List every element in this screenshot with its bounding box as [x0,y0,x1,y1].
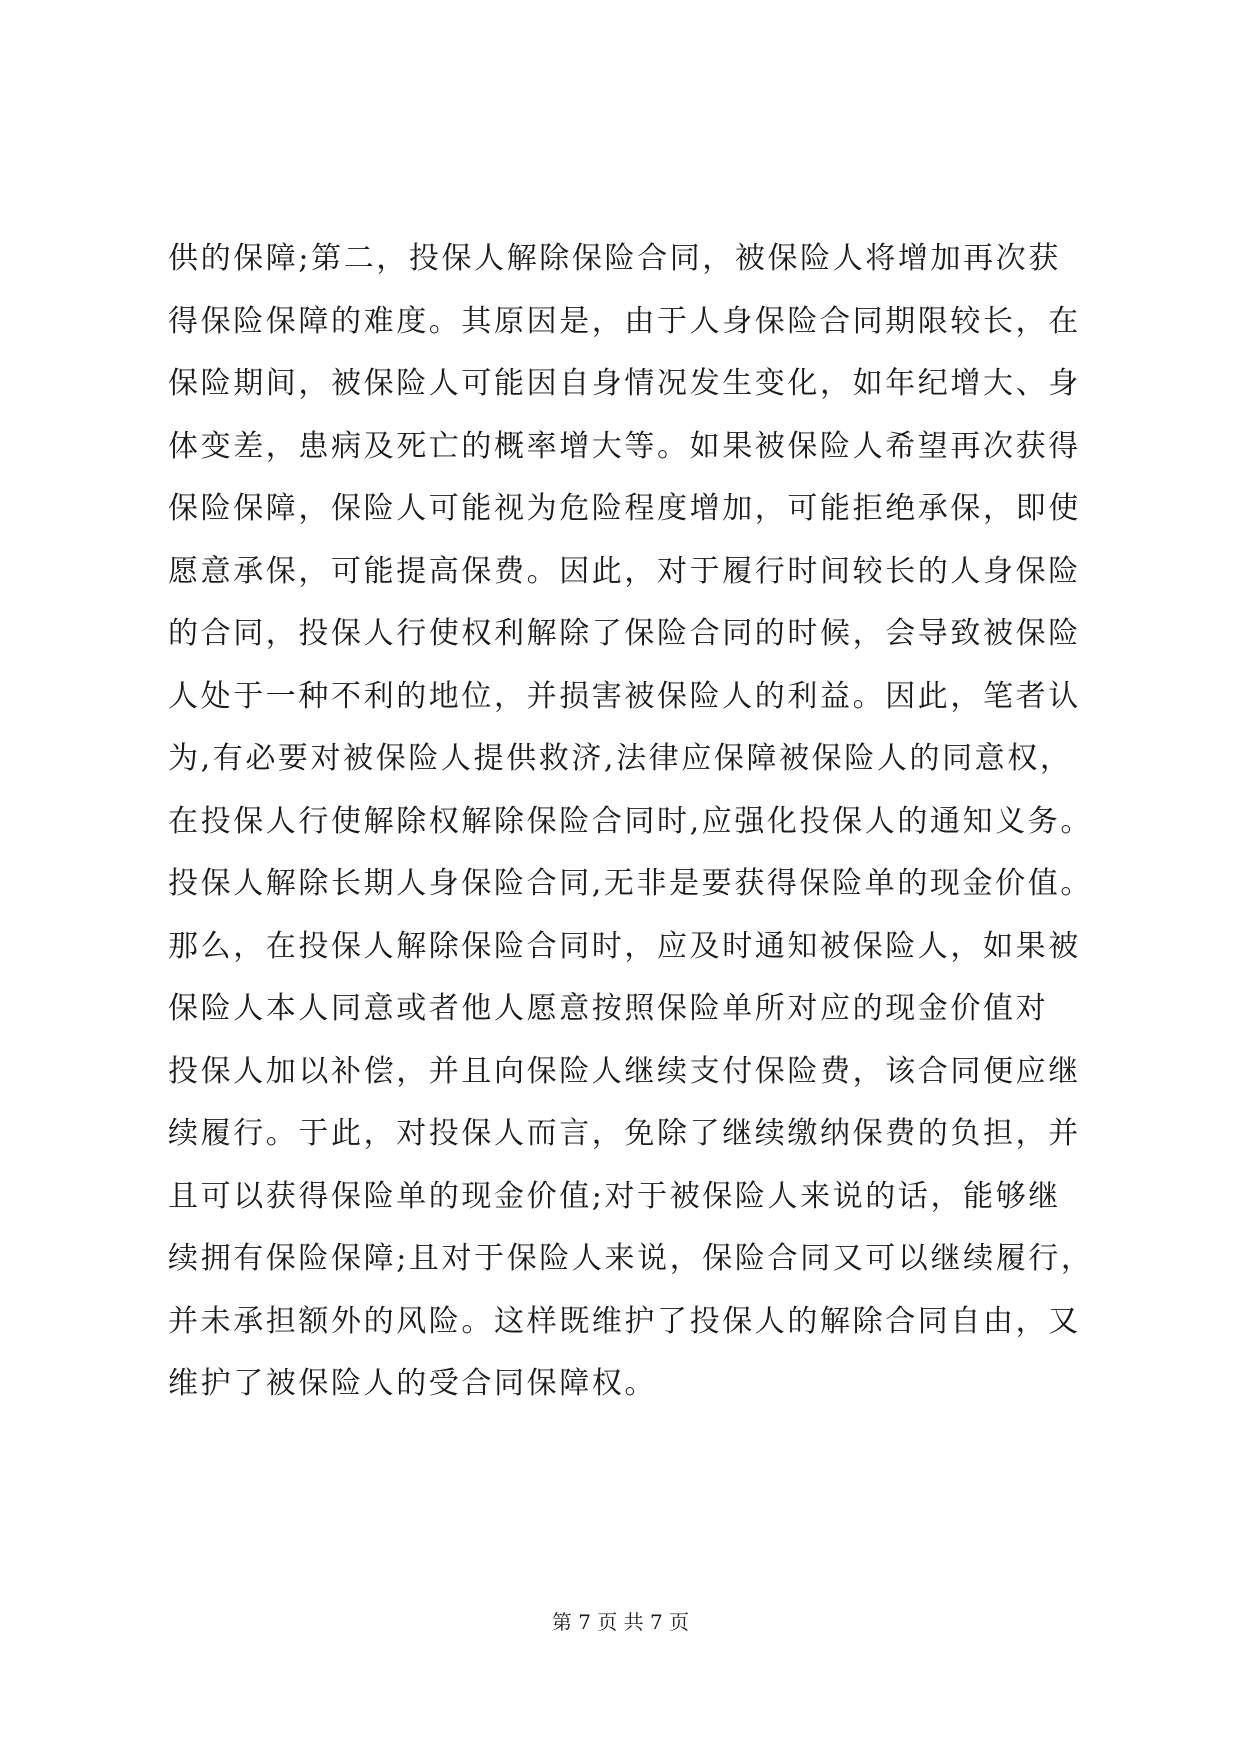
text-line: 愿意承保，可能提高保费。因此，对于履行时间较长的人身保险 [168,553,1081,589]
text-line: 并未承担额外的风险。这样既维护了投保人的解除合同自由，又 [168,1303,1081,1339]
text-line: 人处于一种不利的地位，并损害被保险人的利益。因此，笔者认 [168,678,1081,714]
page-number-footer: 第 7 页 共 7 页 [551,1610,690,1634]
text-line: 保险人本人同意或者他人愿意按照保险单所对应的现金价值对 [168,991,1049,1026]
text-line: 供的保障;第二，投保人解除保险合同，被保险人将增加再次获 [168,241,1061,276]
text-line: 续履行。于此，对投保人而言，免除了继续缴纳保费的负担，并 [168,1116,1081,1151]
text-line: 保险期间，被保险人可能因自身情况发生变化，如年纪增大、身 [168,366,1081,401]
text-line: 那么，在投保人解除保险合同时，应及时通知被保险人，如果被 [168,928,1081,964]
text-line: 投保人加以补偿，并且向保险人继续支付保险费，该合同便应继 [168,1053,1081,1089]
text-line: 投保人解除长期人身保险合同,无非是要获得保险单的现金价值。 [168,866,1093,901]
body-text [168,228,1098,1416]
text-line: 体变差，患病及死亡的概率增大等。如果被保险人希望再次获得 [168,428,1081,464]
text-line: 的合同，投保人行使权利解除了保险合同的时候，会导致被保险 [168,616,1081,651]
text-line: 维护了被保险人的受合同保障权。 [168,1366,657,1401]
text-line: 得保险保障的难度。其原因是，由于人身保险合同期限较长，在 [168,303,1081,339]
text-line: 在投保人行使解除权解除保险合同时,应强化投保人的通知义务。 [168,803,1093,839]
text-line: 续拥有保险保障;且对于保险人来说，保险合同又可以继续履行， [168,1241,1094,1276]
text-line: 且可以获得保险单的现金价值;对于被保险人来说的话，能够继 [168,1178,1061,1214]
text-line: 保险保障，保险人可能视为危险程度增加，可能拒绝承保，即使 [168,491,1081,526]
text-line: 为,有必要对被保险人提供救济,法律应保障被保险人的同意权， [168,741,1073,776]
